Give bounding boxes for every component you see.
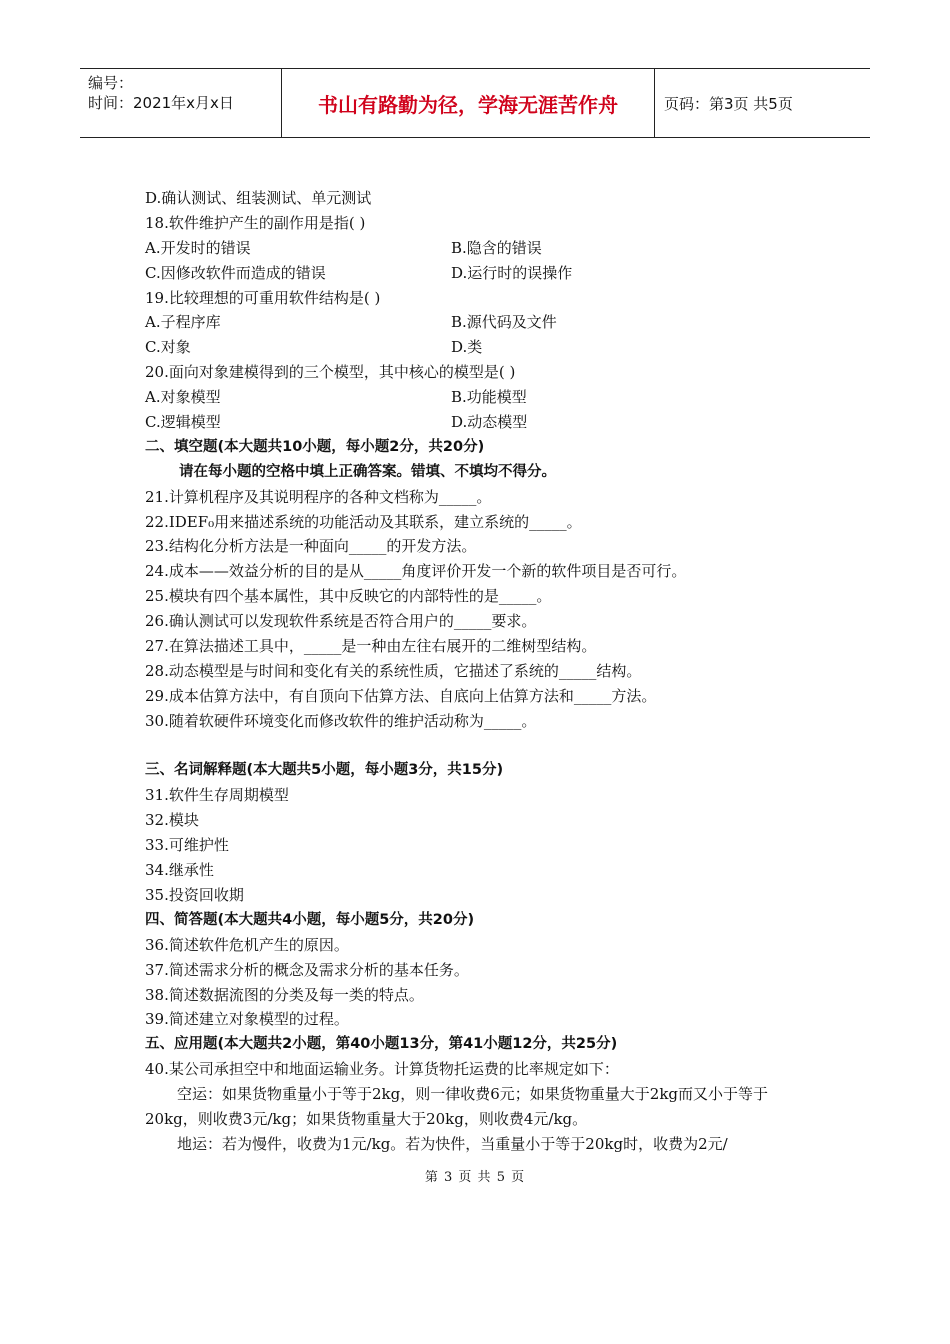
question-20-options-ab [145,385,825,410]
question-23: 23.结构化分析方法是一种面向_____的开发方法。 [145,537,477,556]
option-c: C.逻辑模型 [145,413,221,432]
question-17-option-d: D.确认测试、组装测试、单元测试 [145,189,372,207]
option-d: D.类 [451,338,483,357]
question-24: 24.成本——效益分析的目的是从_____角度评价开发一个新的软件项目是否可行。 [145,562,687,581]
question-39: 39.简述建立对象模型的过程。 [145,1010,349,1029]
question-27: 27.在算法描述工具中，_____是一种由左往右展开的二维树型结构。 [145,637,597,656]
question-33: 33.可维护性 [145,836,229,855]
option-d: D.运行时的误操作 [451,263,573,282]
question-18-options-ab [145,236,825,261]
option-b: B.源代码及文件 [451,313,557,332]
option-d: D.动态模型 [451,413,528,432]
option-b: B.隐含的错误 [451,238,542,257]
question-18-options-cd [145,261,825,286]
question-19-options-cd [145,335,825,360]
section-5-heading: 五、应用题(本大题共2小题，第40小题13分，第41小题12分，共25分) [145,1036,618,1053]
section-2-instruction: 请在每小题的空格中填上正确答案。错填、不填均不得分。 [179,463,556,480]
question-32: 32.模块 [145,811,199,830]
question-28: 28.动态模型是与时间和变化有关的系统性质，它描述了系统的_____结构。 [145,661,642,680]
air-transport-paragraph: 空运：如果货物重量小于等于2kg，则一律收费6元；如果货物重量大于2kg而又小于等于20kg，则收费3元/kg；如果货物重量大于20kg，则收费4元/kg。 [145,1085,769,1128]
question-35: 35.投资回收期 [145,885,244,904]
option-a: A.对象模型 [145,388,221,407]
question-21: 21.计算机程序及其说明程序的各种文档称为_____。 [145,487,492,506]
option-a: A.开发时的错误 [145,238,251,257]
question-40: 40.某公司承担空中和地面运输业务。计算货物托运费的比率规定如下： [145,1060,619,1079]
question-22: 22.IDEF₀用来描述系统的功能活动及其联系，建立系统的_____。 [145,512,582,531]
header-time-label: 时间：2021年x月x日 [88,94,234,112]
page-header [80,68,870,138]
question-36: 36.简述软件危机产生的原因。 [145,935,349,954]
question-34: 34.继承性 [145,861,214,880]
question-30: 30.随着软硬件环境变化而修改软件的维护活动称为_____。 [145,711,537,730]
question-29: 29.成本估算方法中，有自顶向下估算方法、自底向上估算方法和_____方法。 [145,686,657,705]
question-19: 19.比较理想的可重用软件结构是( ) [145,288,381,307]
header-number-label: 编号： [88,74,134,92]
question-31: 31.软件生存周期模型 [145,786,289,805]
question-18: 18.软件维护产生的副作用是指( ) [145,213,366,232]
header-meta [80,69,282,137]
question-19-options-ab [145,310,825,335]
option-c: C.对象 [145,338,191,357]
header-motto: 书山有路勤为径，学海无涯苦作舟 [282,69,655,137]
question-20: 20.面向对象建模得到的三个模型，其中核心的模型是( ) [145,363,516,382]
question-37: 37.简述需求分析的概念及需求分析的基本任务。 [145,960,469,979]
question-25: 25.模块有四个基本属性，其中反映它的内部特性的是_____。 [145,587,552,606]
option-c: C.因修改软件而造成的错误 [145,263,326,282]
document-body [145,186,825,1157]
option-a: A.子程序库 [145,313,221,332]
question-26: 26.确认测试可以发现软件系统是否符合用户的_____要求。 [145,612,537,631]
section-4-heading: 四、简答题(本大题共4小题，每小题5分，共20分) [145,911,475,928]
page-footer: 第 3 页 共 5 页 [424,1170,526,1185]
spacer [145,734,825,759]
ground-transport-paragraph: 地运：若为慢件，收费为1元/kg。若为快件，当重量小于等于20kg时，收费为2元/ [177,1134,728,1153]
section-2-heading: 二、填空题(本大题共10小题，每小题2分，共20分) [145,438,485,455]
question-20-options-cd [145,410,825,435]
header-page-label: 页码：第3页 共5页 [664,94,793,113]
option-b: B.功能模型 [451,388,527,407]
question-38: 38.简述数据流图的分类及每一类的特点。 [145,985,424,1004]
section-3-heading: 三、名词解释题(本大题共5小题，每小题3分，共15分) [145,762,504,779]
